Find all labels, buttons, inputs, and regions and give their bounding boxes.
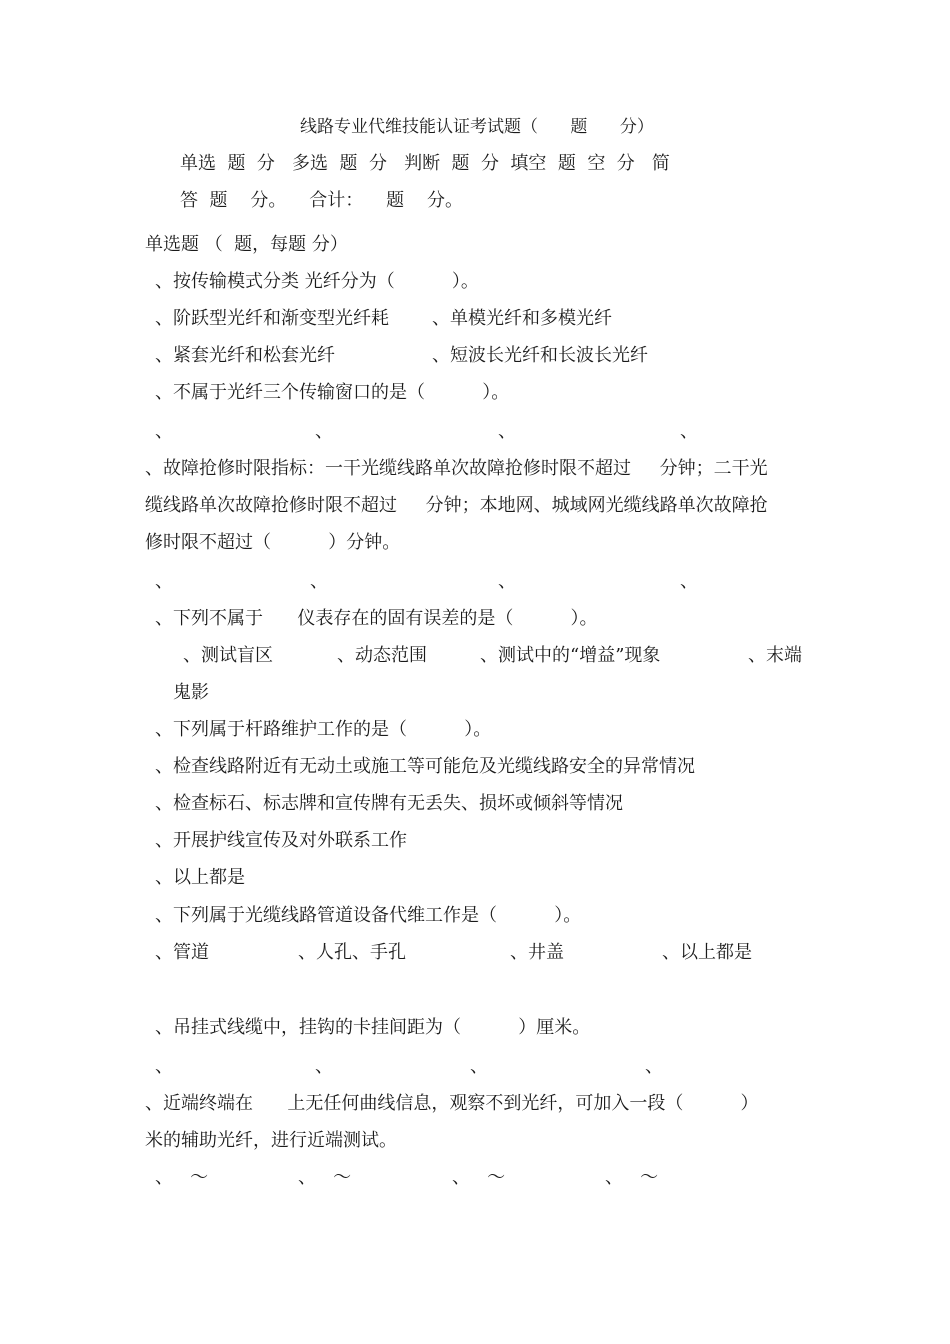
question-8-option-c: 、 ～ xyxy=(452,1167,506,1188)
question-2-option-d: 、 xyxy=(680,421,698,442)
question-7-stem: 、吊挂式线缆中，挂钩的卡挂间距为（ ）厘米。 xyxy=(155,1017,591,1038)
question-7-option-c: 、 xyxy=(470,1056,488,1077)
score-summary-line-2: 答 题 分。 合计： 题 分。 xyxy=(180,190,463,211)
question-6-option-a: 、管道 xyxy=(155,942,209,963)
page-title: 线路专业代维技能认证考试题（ 题 分） xyxy=(300,117,654,137)
question-1-option-c: 、紧套光纤和松套光纤 xyxy=(155,345,335,366)
question-8-option-b: 、 ～ xyxy=(298,1167,352,1188)
question-2-stem: 、不属于光纤三个传输窗口的是（ ）。 xyxy=(155,382,510,403)
question-3-option-d: 、 xyxy=(680,571,698,592)
question-7-option-b: 、 xyxy=(315,1056,333,1077)
question-1-stem: 、按传输模式分类 光纤分为（ ）。 xyxy=(155,271,479,292)
question-4-stem: 、下列不属于 仪表存在的固有误差的是（ ）。 xyxy=(155,608,598,629)
question-3-stem-line-1: 、故障抢修时限指标：一干光缆线路单次故障抢修时限不超过 分钟；二干光 xyxy=(145,458,768,479)
question-5-stem: 、下列属于杆路维护工作的是（ ）。 xyxy=(155,719,492,740)
question-6-option-d: 、以上都是 xyxy=(662,942,752,963)
question-2-option-a: 、 xyxy=(155,421,173,442)
question-1-option-a: 、阶跃型光纤和渐变型光纤耗 xyxy=(155,308,389,329)
question-5-option-d: 、以上都是 xyxy=(155,867,245,888)
question-6-stem: 、下列属于光缆线路管道设备代维工作是（ ）。 xyxy=(155,905,582,926)
question-8-stem-line-2: 米的辅助光纤，进行近端测试。 xyxy=(145,1130,397,1151)
question-4-option-b: 、动态范围 xyxy=(337,645,427,666)
question-3-option-b: 、 xyxy=(310,571,328,592)
question-8-option-a: 、 ～ xyxy=(155,1167,209,1188)
question-1-option-d: 、短波长光纤和长波长光纤 xyxy=(432,345,648,366)
question-3-option-a: 、 xyxy=(155,571,173,592)
question-4-option-d: 、末端 xyxy=(748,645,802,666)
question-3-stem-line-2: 缆线路单次故障抢修时限不超过 分钟；本地网、城域网光缆线路单次故障抢 xyxy=(145,495,768,516)
question-4-option-a: 、测试盲区 xyxy=(183,645,273,666)
question-8-option-d: 、 ～ xyxy=(605,1167,659,1188)
question-7-option-a: 、 xyxy=(155,1056,173,1077)
question-5-option-c: 、开展护线宣传及对外联系工作 xyxy=(155,830,407,851)
question-6-option-b: 、人孔、手孔 xyxy=(298,942,406,963)
score-summary-line-1: 单选 题 分 多选 题 分 判断 题 分 填空 题 空 分 简 xyxy=(180,153,670,174)
question-8-stem-line-1: 、近端终端在 上无任何曲线信息，观察不到光纤，可加入一段（ ） xyxy=(145,1093,759,1114)
question-4-option-d-wrap: 鬼影 xyxy=(173,682,209,703)
question-5-option-a: 、检查线路附近有无动土或施工等可能危及光缆线路安全的异常情况 xyxy=(155,756,695,777)
question-2-option-b: 、 xyxy=(315,421,333,442)
question-7-option-d: 、 xyxy=(645,1056,663,1077)
question-3-stem-line-3: 修时限不超过（ ）分钟。 xyxy=(145,532,401,553)
question-5-option-b: 、检查标石、标志牌和宣传牌有无丢失、损坏或倾斜等情况 xyxy=(155,793,623,814)
question-2-option-c: 、 xyxy=(498,421,516,442)
question-4-option-c: 、测试中的“增益”现象 xyxy=(480,645,661,666)
section-heading: 单选题 （ 题，每题 分） xyxy=(145,234,348,255)
question-1-option-b: 、单模光纤和多模光纤 xyxy=(432,308,612,329)
question-3-option-c: 、 xyxy=(498,571,516,592)
question-6-option-c: 、井盖 xyxy=(510,942,564,963)
